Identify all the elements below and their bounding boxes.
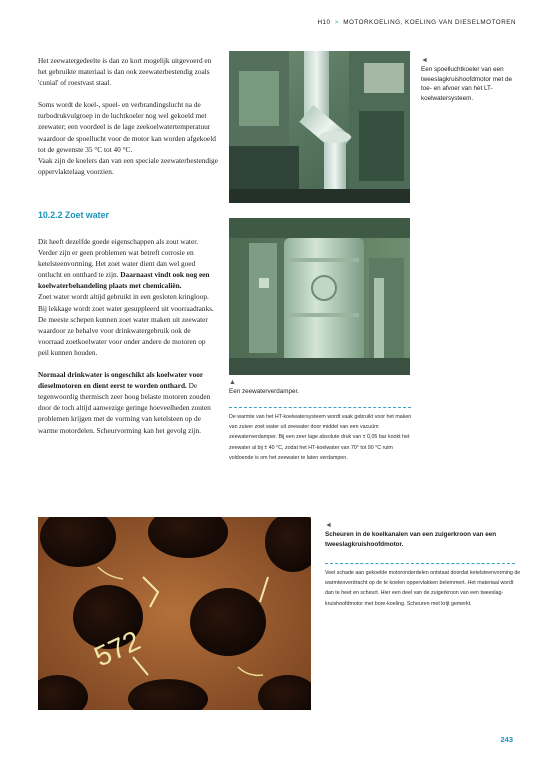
page-number: 243 [500, 735, 513, 744]
chalk-marks: 572 [89, 624, 145, 673]
caption-scavenge-air-cooler [421, 56, 516, 103]
note-piston-crown: Veel schade aan gekoelde motoronderdelen ontstaat doordat ketelsteenvorming de warmteoverdracht op de te koelen oppervlakken belemmert. Het materiaal wordt dan te heet en scheurt. Hier een deel van de zuigerkroon van een tweeslag-kruishoofdmotor met bore-koeling. Scheuren met krijt gemerkt. [325, 570, 521, 607]
chapter-number: H10 [317, 19, 331, 26]
paragraph-closed-loop: Zoet water wordt altijd gebruikt in een gesloten kringloop. Bij lekkage wordt zoet water gesuppleerd uit voorraadtanks. De meeste schepen kunnen zoet water maken uit zeewater waardoor ze behalve voor drinkwatergebruik ook de voorraad zoetkoelwater voor onder andere de motoren op peil kunnen houden. [38, 292, 214, 357]
caption-text: Scheuren in de koelkanalen van een zuigerkroon van een tweeslagkruishoofdmotor. [325, 531, 497, 548]
body-text-bottom [38, 236, 218, 436]
paragraph-seawater-section: Het zeewatergedeelte is dan zo kort mogelijk uitgevoerd en het gebruikte materiaal is dan ook zeewaterbestendig zoals 'cunial' of roestvast staal. [38, 56, 212, 88]
chapter-title: MOTORKOELING, KOELING VAN DIESELMOTOREN [343, 19, 516, 26]
divider-dashed [325, 563, 515, 564]
header-separator: > [334, 19, 339, 26]
caption-text: Een zeewaterverdamper. [229, 388, 300, 395]
caption-seawater-evaporator [229, 378, 409, 397]
caption-piston-crown [325, 521, 520, 549]
caption-text: Een spoelluchtkoeler van een tweeslagkruishoofdmotor met de toe- en afvoer van het LT-koelwatersysteem. [421, 66, 513, 102]
section-heading: 10.2.2 Zoet water [38, 210, 109, 220]
body-text-top [38, 55, 218, 177]
paragraph-drinking-water [38, 369, 218, 436]
paragraph-fresh-water-properties [38, 236, 218, 291]
photo-seawater-evaporator [229, 218, 410, 375]
running-header [317, 19, 516, 26]
photo-scavenge-air-cooler [229, 51, 410, 203]
fresh-water-bold-text: Daarnaast vindt ook nog een koelwaterbehandeling plaats met chemicaliën. [38, 270, 210, 291]
arrow-up-icon: ▲ [229, 379, 236, 386]
paragraph-coating: Vaak zijn de koelers dan van een speciale zeewaterbestendige oppervlaktelaag voorzien. [38, 155, 218, 176]
fresh-water-text: Dit heeft dezelfde goede eigenschappen als zout water. Verder zijn er geen problemen wat betreft corrosie en ketelsteenvorming. Het zoet water dient dan wel goed ontlucht en ontthard te zijn. [38, 237, 199, 280]
arrow-left-icon: ◄ [325, 522, 332, 529]
note-evaporator: De warmte van het HT-koelwatersysteem wordt vaak gebruikt voor het maken van zuiver zoet water uit zeewater door middel van een vacuüm zeewaterverdamper. Bij een zeer lage absolute druk van ± 0,05 bar kookt het zeewater al bij ± 40 °C, zodat het HT-koelwater van 70° tot 90 °C ruim voldoende is om het zeewater te laten verdampen. [229, 414, 412, 461]
paragraph-air-cooler: Soms wordt de koel-, spoel- en verbrandingslucht na de turbodrukvulgroep in de luchtkoeler nog wel gekoeld met zeewater; een voordeel is de lage zeekoelwatertemperatuur waardoor de spoellucht voor de motor kan worden afgekoeld tot de gewenste 35 °C tot 40 °C. [38, 100, 216, 154]
arrow-left-icon: ◄ [421, 57, 428, 64]
drinking-water-text: De tegenwoordig thermisch zeer hoog belaste motoren zouden door de toch altijd aanwezige geringe hoeveelheden zouten problemen krijgen met de vorming van ketelsteen op de warme motordelen. Scheurvorming kan het gevolg zijn. [38, 381, 211, 435]
divider-dashed [229, 407, 411, 408]
photo-piston-crown-cracks [38, 517, 311, 710]
drinking-water-bold-text: Normaal drinkwater is ongeschikt als koelwater voor dieselmotoren en dient eerst te worden onthard. [38, 370, 203, 391]
